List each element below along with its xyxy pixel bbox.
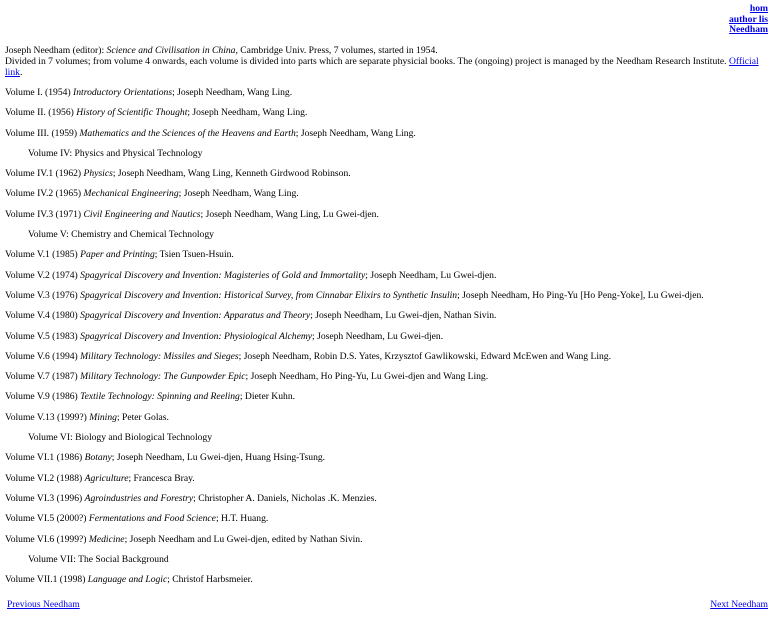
volume-title: Mining xyxy=(89,411,117,423)
volume-title: Spagyrical Discovery and Invention: Apparatus and Theory xyxy=(80,310,311,322)
volume-label: Volume II. (1956) xyxy=(5,107,77,119)
volume-title: Civil Engineering and Nautics xyxy=(83,208,201,220)
volume-label: Volume IV.1 (1962) xyxy=(5,168,84,180)
volume-authors: ; Joseph Needham, Lu Gwei-djen, Huang Hsing-Tsung. xyxy=(111,452,326,464)
volume-label: Volume V.4 (1980) xyxy=(5,310,81,322)
volume-authors: ; Joseph Needham, Wang Ling, Kenneth Girdwood Robinson. xyxy=(112,168,351,180)
volume-title: Physics xyxy=(83,168,113,180)
volume-title: History of Scientific Thought xyxy=(76,107,188,119)
volume-title: Spagyrical Discovery and Invention: Physiological Alchemy xyxy=(80,330,313,342)
volume-authors: ; Joseph Needham, Ho Ping-Yu [Ho Peng-Yoke], Lu Gwei-djen. xyxy=(457,289,704,301)
volume-title: Mechanical Engineering xyxy=(83,188,179,200)
volume-label: Volume IV.3 (1971) xyxy=(5,208,84,220)
volume-authors: ; Joseph Needham, Lu Gwei-djen. xyxy=(312,330,444,342)
volume-entry xyxy=(5,452,763,472)
volume-entry xyxy=(5,128,763,148)
next-needham-link[interactable]: Next Needham xyxy=(710,599,768,610)
volume-authors: ; Christopher A. Daniels, Nicholas .K. Menzies. xyxy=(193,492,377,504)
volume-entry xyxy=(5,371,763,391)
volume-label: Volume VI.1 (1986) xyxy=(5,452,85,464)
volume-authors: ; Francesca Bray. xyxy=(128,472,195,484)
volume-authors: ; Christof Harbsmeier. xyxy=(167,574,253,586)
volume-title: Agroindustries and Forestry xyxy=(84,492,194,504)
volume-entry xyxy=(5,290,763,310)
volume-entry xyxy=(5,107,763,127)
volume-label: Volume V.13 (1999?) xyxy=(5,411,90,423)
volume-entry xyxy=(5,391,763,411)
section-heading: Volume VI: Biology and Biological Technology xyxy=(28,432,212,444)
official-link[interactable]: Official link xyxy=(5,56,759,78)
volume-entry xyxy=(5,209,763,229)
section-heading: Volume VII: The Social Background xyxy=(28,553,169,565)
volume-authors: ; Joseph Needham, Wang Ling, Lu Gwei-djen. xyxy=(200,208,379,220)
section-heading: Volume V: Chemistry and Chemical Technology xyxy=(28,229,214,241)
volume-entry xyxy=(5,351,763,371)
volume-label: Volume V.6 (1994) xyxy=(5,350,81,362)
volume-entry xyxy=(5,188,763,208)
volume-list xyxy=(5,87,763,594)
volume-entry xyxy=(5,168,763,188)
volume-label: Volume V.9 (1986) xyxy=(5,391,81,403)
volume-authors: ; Joseph Needham, Ho Ping-Yu, Lu Gwei-djen and Wang Ling. xyxy=(245,371,489,383)
volume-title: Medicine xyxy=(88,533,125,545)
volume-entry xyxy=(5,310,763,330)
volume-title: Introductory Orientations xyxy=(73,87,173,98)
volume-authors: ; Joseph Needham, Wang Ling. xyxy=(178,188,299,200)
volume-title: Spagyrical Discovery and Invention: Historical Survey, from Cinnabar Elixirs to Synthetic Insulin xyxy=(80,289,458,301)
volume-title: Military Technology: Missiles and Sieges xyxy=(80,350,239,362)
intro-line1-prefix: Joseph Needham (editor): xyxy=(5,45,107,56)
volume-authors: ; Joseph Needham, Wang Ling. xyxy=(172,87,293,98)
volume-label: Volume V.1 (1985) xyxy=(5,249,81,261)
volume-title: Agriculture xyxy=(84,472,129,484)
volume-title: Botany xyxy=(84,452,112,464)
volume-entry xyxy=(5,412,763,432)
intro-period: . xyxy=(19,67,23,78)
volume-authors: ; Joseph Needham, Wang Ling. xyxy=(187,107,308,119)
volume-label: Volume IV.2 (1965) xyxy=(5,188,84,200)
volume-entry xyxy=(5,513,763,533)
volume-title: Textile Technology: Spinning and Reeling xyxy=(80,391,240,403)
volume-label: Volume V.2 (1974) xyxy=(5,269,81,281)
volume-label: Volume III. (1959) xyxy=(5,127,80,139)
volume-entry xyxy=(5,270,763,290)
author-list-link[interactable]: author lis xyxy=(728,13,768,25)
volume-authors: ; Joseph Needham, Wang Ling. xyxy=(295,127,416,139)
volume-entry xyxy=(5,534,763,554)
volume-entry xyxy=(5,249,763,269)
volume-label: Volume V.7 (1987) xyxy=(5,371,81,383)
volume-authors: ; H.T. Huang. xyxy=(215,513,269,525)
volume-title: Language and Logic xyxy=(87,574,168,586)
volume-label: Volume VI.5 (2000?) xyxy=(5,513,89,525)
intro-paragraph xyxy=(5,45,763,78)
volume-label: Volume VI.3 (1996) xyxy=(5,492,85,504)
volume-entry xyxy=(5,87,763,107)
volume-entry xyxy=(5,473,763,493)
volume-authors: ; Joseph Needham, Lu Gwei-djen. xyxy=(365,269,497,281)
volume-label: Volume V.5 (1983) xyxy=(5,330,81,342)
volume-title: Paper and Printing xyxy=(80,249,155,261)
volume-authors: ; Joseph Needham, Lu Gwei-djen, Nathan Sivin. xyxy=(310,310,497,322)
volume-title: Spagyrical Discovery and Invention: Magisteries of Gold and Immortality xyxy=(80,269,366,281)
volume-label: Volume I. (1954) xyxy=(5,87,74,98)
volume-authors: ; Dieter Kuhn. xyxy=(239,391,296,403)
volume-entry xyxy=(5,574,763,594)
needham-link[interactable]: Needham xyxy=(729,24,768,35)
volume-authors: ; Joseph Needham and Lu Gwei-djen, edited by Nathan Sivin. xyxy=(124,533,363,545)
series-title: Science and Civilisation in China xyxy=(106,45,236,56)
volume-label: Volume VI.6 (1999?) xyxy=(5,533,89,545)
home-link[interactable]: hom xyxy=(749,3,768,14)
volume-label: Volume V.3 (1976) xyxy=(5,289,81,301)
previous-needham-link[interactable]: Previous Needham xyxy=(7,599,80,610)
section-heading: Volume IV: Physics and Physical Technology xyxy=(28,147,203,159)
volume-label: Volume VII.1 (1998) xyxy=(5,574,88,586)
intro-line2: Divided in 7 volumes; from volume 4 onwards, each volume is divided into parts which are separate physicial books. The (ongoing) project is managed by the Needham Research Institute. xyxy=(5,56,729,67)
volume-entry xyxy=(5,331,763,351)
volume-title: Mathematics and the Sciences of the Heavens and Earth xyxy=(79,127,296,139)
volume-authors: ; Tsien Tsuen-Hsuin. xyxy=(154,249,234,261)
volume-entry xyxy=(5,493,763,513)
top-nav xyxy=(729,4,768,36)
volume-label: Volume VI.2 (1988) xyxy=(5,472,85,484)
intro-line1-suffix: , Cambridge Univ. Press, 7 volumes, started in 1954. xyxy=(235,45,438,56)
volume-authors: ; Joseph Needham, Robin D.S. Yates, Krzysztof Gawlikowski, Edward McEwen and Wang Ling. xyxy=(238,350,611,362)
volume-title: Fermentations and Food Science xyxy=(88,513,216,525)
volume-authors: ; Peter Golas. xyxy=(116,411,169,423)
volume-title: Military Technology: The Gunpowder Epic xyxy=(80,371,246,383)
